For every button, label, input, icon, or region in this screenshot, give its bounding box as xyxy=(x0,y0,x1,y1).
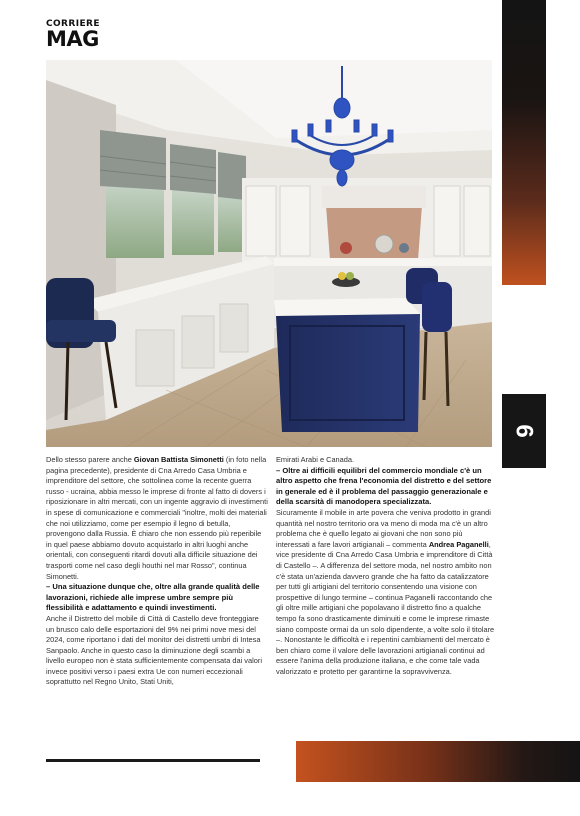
article-lead-paragraph: – Una situazione dunque che, oltre alla grande qualità delle lavorazioni, richiede alle imprese umbre sempre più flessibilità e adattamento e quindi investimenti. xyxy=(46,582,260,613)
magazine-logo xyxy=(46,20,100,50)
article-column-right xyxy=(276,455,498,677)
bottom-gradient-bar xyxy=(296,741,580,782)
logo-main-text: MAG xyxy=(46,27,99,51)
bottom-rule xyxy=(46,759,260,762)
kitchen-interior-photo xyxy=(46,60,492,447)
text-run: Sicuramente il mobile in arte povera che veniva prodotto in grandi quantità nel nostro territorio ora va meno di moda ma c'è un altro problema che è quello legato ai giovani che non sono più interessati a fare lavori artigianali – commenta xyxy=(276,507,491,549)
page-number: 6 xyxy=(510,424,538,438)
article-paragraph xyxy=(46,455,268,582)
article-paragraph: Emirati Arabi e Canada. xyxy=(276,455,355,464)
text-run: Dello stesso parere anche xyxy=(46,455,134,464)
article-paragraph xyxy=(276,508,498,678)
text-run: (in foto nella pagina precedente), presidente di Cna Arredo Casa Umbria e imprenditore del settore, che sottolinea come la recente guerra russo - ucraina, abbia messo le imprese di fronte al fatto di dovers i riposizionare in altri mercati, con un ingente aggravio di investimenti in spese di comunicazione e commerciali "inoltre, molti dei materiali che noi utilizziamo, come per esempio il legno di betulla, provengono dalla Russia. È chiaro che non essendo più reperibile in quel paese abbiamo dovuto acquistarlo in altri luoghi anche orientali, con conseguenti ritardi dovuti alla difficile situazione dei trasporti come nel caso degli houthi nel mar Rosso", continua Simonetti. xyxy=(46,455,268,581)
person-name: Andrea Paganelli xyxy=(428,539,489,549)
page-number-tab xyxy=(502,394,546,468)
article-column-left xyxy=(46,455,268,688)
side-gradient-bar xyxy=(502,0,546,285)
article-lead-paragraph: – Oltre ai difficili equilibri del commercio mondiale c'è un altro aspetto che frena l'economia del distretto e del settore in generale ed è il problema del passaggio generazionale e della scarsità di manodopera specializzata. xyxy=(276,465,492,507)
text-run: , vice presidente di Cna Arredo Casa Umbria e imprenditore di Città di Castello –. A differenza del settore moda, nel nostro ambito non c'è stata un'azienda davvero grande che ha fatto da catalizzatore per tutti gli artigiani del territorio consentendo una visione con prospettive di lungo termine – continua Paganelli raccontando che gli oltre mille artigiani che popolavano il distretto fino a qualche tempo fa sono drasticamente diminuiti e come le imprese rimaste siano composte ormai da un solo dipendente, a volte solo il titolare –. Nonostante le difficoltà e i repentini cambiamenti del mercato è ben chiaro come il valore delle lavorazioni artigianali continui ad essere l'anima della produzione italiana, e che come tale vada valorizzato e protetto per garantirne la sopravvivenza. xyxy=(276,539,495,676)
logo-top-text: CORRIERE xyxy=(46,19,100,29)
article-paragraph: Anche il Distretto del mobile di Città di Castello deve fronteggiare un brusco calo delle esportazioni del 9% nei primi nove mesi del 2024, come riportano i dati del monitor dei distretti umbri di Intesa Sanpaolo. Anche in questo caso la diminuzione degli scambi a livello europeo non è stata sufficientemente compensata dai valori invece positivi verso i paesi extra Ue con numeri eccezionali soprattutto nel Regno Unito, Stati Uniti, xyxy=(46,613,262,687)
person-name: Giovan Battista Simonetti xyxy=(133,455,224,464)
